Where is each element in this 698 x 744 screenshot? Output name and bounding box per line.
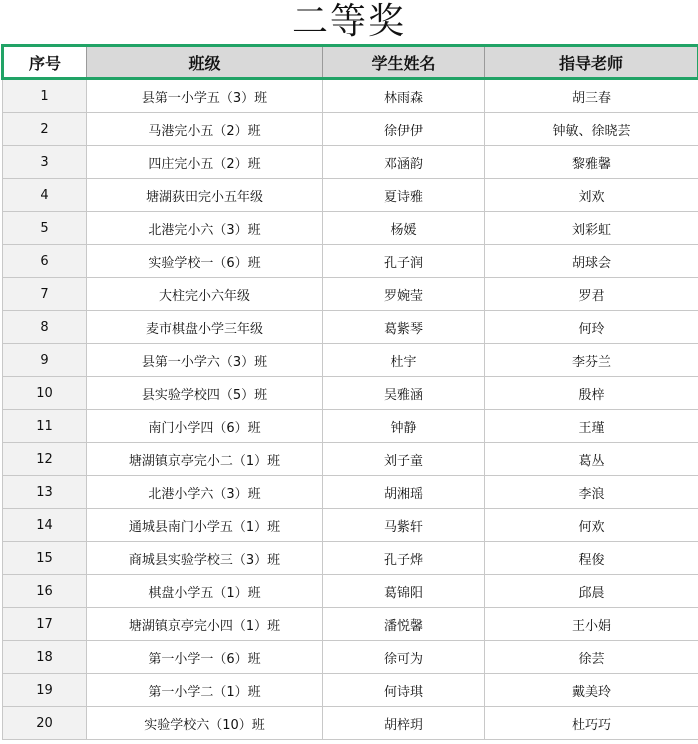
cell-class[interactable]: 实验学校一（6）班 (87, 245, 323, 278)
table-row (3, 674, 698, 707)
cell-number[interactable]: 9 (3, 344, 87, 377)
cell-number[interactable]: 6 (3, 245, 87, 278)
cell-teacher[interactable]: 何玲 (485, 311, 698, 344)
column-header-student[interactable]: 学生姓名 (323, 46, 485, 79)
cell-student[interactable]: 马紫轩 (323, 509, 485, 542)
cell-student[interactable]: 葛紫琴 (323, 311, 485, 344)
cell-teacher[interactable]: 李芬兰 (485, 344, 698, 377)
cell-class[interactable]: 县第一小学五（3）班 (87, 79, 323, 113)
cell-student[interactable]: 邓涵韵 (323, 146, 485, 179)
cell-student[interactable]: 杨媛 (323, 212, 485, 245)
cell-class[interactable]: 麦市棋盘小学三年级 (87, 311, 323, 344)
table-row (3, 79, 698, 113)
cell-number[interactable]: 13 (3, 476, 87, 509)
cell-teacher[interactable]: 邱晨 (485, 575, 698, 608)
cell-teacher[interactable]: 何欢 (485, 509, 698, 542)
table-row (3, 641, 698, 674)
cell-number[interactable]: 5 (3, 212, 87, 245)
cell-class[interactable]: 南门小学四（6）班 (87, 410, 323, 443)
cell-class[interactable]: 大柱完小六年级 (87, 278, 323, 311)
table-row (3, 707, 698, 740)
cell-student[interactable]: 孔子润 (323, 245, 485, 278)
cell-number[interactable]: 3 (3, 146, 87, 179)
table-body (3, 79, 698, 740)
cell-class[interactable]: 第一小学二（1）班 (87, 674, 323, 707)
cell-teacher[interactable]: 罗君 (485, 278, 698, 311)
cell-teacher[interactable]: 王瑾 (485, 410, 698, 443)
cell-student[interactable]: 胡湘瑶 (323, 476, 485, 509)
cell-class[interactable]: 第一小学一（6）班 (87, 641, 323, 674)
table-row (3, 542, 698, 575)
cell-student[interactable]: 罗婉莹 (323, 278, 485, 311)
table-row (3, 245, 698, 278)
table-row (3, 113, 698, 146)
cell-teacher[interactable]: 杜巧巧 (485, 707, 698, 740)
cell-teacher[interactable]: 刘欢 (485, 179, 698, 212)
cell-teacher[interactable]: 李浪 (485, 476, 698, 509)
cell-student[interactable]: 徐伊伊 (323, 113, 485, 146)
cell-class[interactable]: 塘湖荻田完小五年级 (87, 179, 323, 212)
cell-teacher[interactable]: 葛丛 (485, 443, 698, 476)
cell-number[interactable]: 14 (3, 509, 87, 542)
table-row (3, 410, 698, 443)
cell-number[interactable]: 15 (3, 542, 87, 575)
column-header-teacher[interactable]: 指导老师 (485, 46, 698, 79)
award-table (1, 44, 698, 740)
cell-number[interactable]: 16 (3, 575, 87, 608)
cell-number[interactable]: 12 (3, 443, 87, 476)
cell-number[interactable]: 11 (3, 410, 87, 443)
table-row (3, 608, 698, 641)
cell-number[interactable]: 8 (3, 311, 87, 344)
cell-teacher[interactable]: 王小娟 (485, 608, 698, 641)
cell-class[interactable]: 县第一小学六（3）班 (87, 344, 323, 377)
cell-class[interactable]: 北港小学六（3）班 (87, 476, 323, 509)
cell-number[interactable]: 17 (3, 608, 87, 641)
cell-student[interactable]: 孔子烨 (323, 542, 485, 575)
cell-teacher[interactable]: 戴美玲 (485, 674, 698, 707)
cell-class[interactable]: 棋盘小学五（1）班 (87, 575, 323, 608)
cell-teacher[interactable]: 刘彩虹 (485, 212, 698, 245)
cell-student[interactable]: 夏诗雅 (323, 179, 485, 212)
cell-number[interactable]: 18 (3, 641, 87, 674)
cell-student[interactable]: 潘悦馨 (323, 608, 485, 641)
cell-class[interactable]: 县实验学校四（5）班 (87, 377, 323, 410)
cell-teacher[interactable]: 胡三春 (485, 79, 698, 113)
cell-student[interactable]: 林雨森 (323, 79, 485, 113)
cell-teacher[interactable]: 黎雅馨 (485, 146, 698, 179)
cell-student[interactable]: 徐可为 (323, 641, 485, 674)
cell-teacher[interactable]: 程俊 (485, 542, 698, 575)
cell-student[interactable]: 刘子童 (323, 443, 485, 476)
table-row (3, 146, 698, 179)
cell-class[interactable]: 塘湖镇京亭完小四（1）班 (87, 608, 323, 641)
cell-number[interactable]: 4 (3, 179, 87, 212)
table-row (3, 278, 698, 311)
table-row (3, 344, 698, 377)
cell-student[interactable]: 胡梓玥 (323, 707, 485, 740)
cell-student[interactable]: 钟静 (323, 410, 485, 443)
cell-teacher[interactable]: 殷梓 (485, 377, 698, 410)
cell-student[interactable]: 杜宇 (323, 344, 485, 377)
table-row (3, 476, 698, 509)
cell-class[interactable]: 四庄完小五（2）班 (87, 146, 323, 179)
table-row (3, 179, 698, 212)
cell-student[interactable]: 吴雅涵 (323, 377, 485, 410)
table-row (3, 509, 698, 542)
column-header-number[interactable]: 序号 (3, 46, 87, 79)
cell-student[interactable]: 葛锦阳 (323, 575, 485, 608)
table-row (3, 575, 698, 608)
cell-class[interactable]: 北港完小六（3）班 (87, 212, 323, 245)
cell-number[interactable]: 2 (3, 113, 87, 146)
cell-teacher[interactable]: 钟敏、徐晓芸 (485, 113, 698, 146)
cell-number[interactable]: 10 (3, 377, 87, 410)
cell-class[interactable]: 商城县实验学校三（3）班 (87, 542, 323, 575)
page-title: 二等奖 (291, 1, 406, 42)
table-row (3, 311, 698, 344)
cell-number[interactable]: 20 (3, 707, 87, 740)
cell-class[interactable]: 塘湖镇京亭完小二（1）班 (87, 443, 323, 476)
cell-teacher[interactable]: 胡球会 (485, 245, 698, 278)
cell-class[interactable]: 实验学校六（10）班 (87, 707, 323, 740)
column-header-class[interactable]: 班级 (87, 46, 323, 79)
table-row (3, 377, 698, 410)
cell-number[interactable]: 1 (3, 79, 87, 113)
cell-class[interactable]: 马港完小五（2）班 (87, 113, 323, 146)
cell-class[interactable]: 通城县南门小学五（1）班 (87, 509, 323, 542)
cell-number[interactable]: 19 (3, 674, 87, 707)
cell-student[interactable]: 何诗琪 (323, 674, 485, 707)
cell-number[interactable]: 7 (3, 278, 87, 311)
table-row (3, 443, 698, 476)
header-row (3, 46, 698, 79)
cell-teacher[interactable]: 徐芸 (485, 641, 698, 674)
table-row (3, 212, 698, 245)
